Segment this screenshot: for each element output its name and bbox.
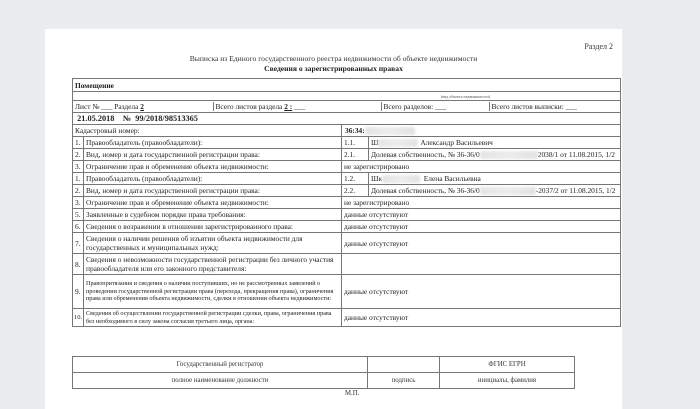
extract-date: 21.05.2018	[77, 114, 115, 123]
object-type: Помещение	[73, 79, 621, 92]
name-caption: инициалы, фамилия	[440, 373, 575, 389]
rights-table	[72, 78, 621, 327]
table-row: 9. Правопритязания и сведения о наличии поступивших, но не рассмотренных заявлений о проведении государственной регистрации права (перехода, прекращения права), ограничения права или обременения объекта недвижимости, сделки в отношении объекта недвижимости: данные отсутствуют	[73, 275, 621, 309]
table-row: 3. Ограничение прав и обременение объекта недвижимости: не зарегистрировано	[73, 197, 621, 209]
cadastral-value: 36:34:	[342, 125, 621, 137]
table-row: 6. Сведения о возражении в отношении зарегистрированного права: данные отсутствуют	[73, 221, 621, 233]
table-row: 2. Вид, номер и дата государственной регистрации права: 2.1. Долевая собственность, № 36-36/0 2038/1 от 11.08.2015, 1/2	[73, 149, 621, 161]
extract-number: 99/2018/98513365	[135, 114, 198, 123]
object-type-caption: (вид объекта недвижимости)	[73, 92, 621, 101]
document-subtitle: Сведения о зарегистрированных правах	[264, 64, 403, 73]
sheet-number: Лист № ___ Раздела 2	[73, 102, 213, 111]
owner-value: Ш Александр Васильевич	[369, 137, 621, 149]
owner-value: Шк Елена Васильевна	[369, 173, 621, 185]
signature-caption: подпись	[368, 373, 440, 389]
cadastral-label: Кадастровый номер:	[73, 125, 342, 137]
table-row: 1. Правообладатель (правообладатели): 1.2. Шк Елена Васильевна	[73, 173, 621, 185]
table-row: 5. Заявленные в судебном порядке права требования: данные отсутствуют	[73, 209, 621, 221]
total-extract-sheets: Всего листов выписки: ___	[491, 102, 577, 111]
table-row: 2. Вид, номер и дата государственной регистрации права: 2.2. Долевая собственность, № 36-36/0 -2037/2 от 11.08.2015, 1/2	[73, 185, 621, 197]
registrar-signature	[368, 357, 440, 373]
right-value: Долевая собственность, № 36-36/0 -2037/2 от 11.08.2015, 1/2	[369, 185, 621, 197]
redacted-block	[365, 127, 415, 135]
table-row: 1. Правообладатель (правообладатели): 1.1. Ш Александр Васильевич	[73, 137, 621, 149]
total-sheets-section: Всего листов раздела 2 : ___	[213, 102, 381, 111]
date-number-row: 21.05.2018 № 99/2018/98513365	[73, 113, 621, 125]
registrar-position: Государственный регистратор	[73, 357, 368, 373]
stamp-place: М.П.	[345, 390, 360, 397]
document-page	[45, 29, 622, 409]
section-label: Раздел 2	[584, 42, 613, 51]
right-value: Долевая собственность, № 36-36/0 2038/1 от 11.08.2015, 1/2	[369, 149, 621, 161]
table-row: 8. Сведения о невозможности государственной регистрации без личного участия правообладателя или его законного представителя:	[73, 254, 621, 275]
position-caption: полное наименование должности	[73, 373, 368, 389]
table-row: 3. Ограничение прав и обременение объекта недвижимости: не зарегистрировано	[73, 161, 621, 173]
table-row: 10. Сведения об осуществлении государственной регистрации сделки, права, ограничения права без необходимого в силу закона согласия третьего лица, органа: данные отсутствуют	[73, 309, 621, 327]
sheet-info-row	[73, 102, 620, 111]
signature-table	[72, 356, 575, 389]
document-title: Выписка из Единого государственного реестра недвижимости об объекте недвижимости	[189, 54, 478, 63]
total-sections: Всего разделов: ___	[381, 102, 489, 111]
registrar-name: ФГИС ЕГРН	[440, 357, 575, 373]
table-row: 7. Сведения о наличии решения об изъятии объекта недвижимости для государственных и муниципальных нужд: данные отсутствуют	[73, 233, 621, 254]
